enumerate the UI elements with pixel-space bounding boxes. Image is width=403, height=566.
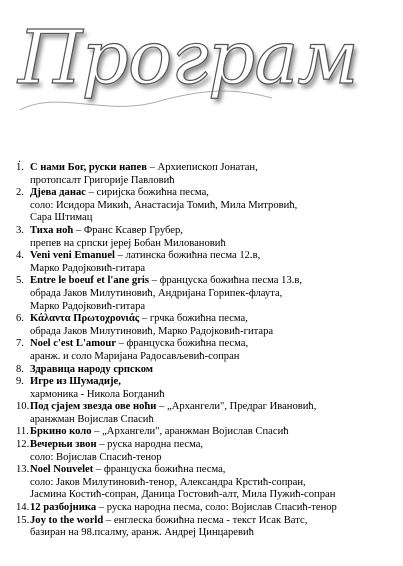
item-description: – „Архангели", Предраг Ивановић, <box>156 401 317 413</box>
item-description: – Архиепископ Јонатан, <box>146 162 258 173</box>
item-description: – руска народна песма, <box>96 439 204 451</box>
program-item <box>0 250 395 275</box>
item-number: 10. <box>16 401 30 413</box>
program-item <box>0 187 395 225</box>
item-title: Joy to the world <box>30 514 104 526</box>
item-number: 14. <box>16 502 30 514</box>
item-performers: протопсалт Григорије Павловић <box>30 174 175 186</box>
item-performers: обрада Јаков Милутиновић, Андријана Горипек-флаута, <box>30 287 283 299</box>
item-title: Κάλαντα Πρωτοχρονιάς <box>30 313 140 325</box>
item-title: С нами Бог, руски напев <box>30 162 147 173</box>
item-performers: хармоника - Никола Богданић <box>30 388 165 400</box>
item-description: – латинска божићна песма 12.в, <box>114 250 261 262</box>
item-title: Здравица народу српском <box>30 363 154 375</box>
item-title: Noel c'est L'amour <box>30 338 116 350</box>
item-number: 4. <box>16 250 24 262</box>
item-description: – сиријска божићна песма, <box>85 187 209 199</box>
item-performers: Сара Штимац <box>30 212 93 224</box>
item-description: – енглеска божићна песма - текст Исак Ватс, <box>103 514 308 526</box>
item-number: 15. <box>16 514 30 526</box>
item-title: Дјева данас <box>30 187 86 199</box>
program-item <box>0 313 395 338</box>
item-title: Бркино коло <box>30 426 92 438</box>
item-title: Игре из Шумадије, <box>30 376 121 388</box>
item-performers: базиран на 98.псалму, аранж. Андреј Цинцаревић <box>30 527 254 539</box>
item-number: 13. <box>16 464 30 476</box>
item-performers: аранжман Војислав Спасић <box>30 413 154 425</box>
item-performers: обрада Јаков Милутиновић, Марко Радојковић-гитара <box>30 325 274 337</box>
item-number: 8. <box>16 363 24 375</box>
item-performers: Марко Радојковић-гитара <box>30 300 146 312</box>
item-number: 6. <box>16 313 24 325</box>
program-list <box>0 162 395 540</box>
item-performers: соло: Исидора Микић, Анастасија Томић, Мила Митровић, <box>30 199 298 211</box>
item-title: Тиха ноћ <box>30 224 74 236</box>
item-title: Noel Nouvelet <box>30 464 94 476</box>
item-number: 2. <box>16 187 24 199</box>
stray-dot: . <box>18 151 21 165</box>
item-number: 5. <box>16 275 24 287</box>
program-item <box>0 162 395 187</box>
item-performers: соло: Војислав Спасић-тенор <box>30 451 162 463</box>
program-item <box>0 439 395 464</box>
item-title: 12 разбојника <box>30 502 97 514</box>
page-title: Програм <box>18 15 358 101</box>
item-performers: Марко Радојковић-гитара <box>30 262 146 274</box>
item-description: – „Архангели", аранжман Војислав Спасић <box>91 426 289 438</box>
program-item <box>0 225 395 250</box>
item-title: Вечерњи звон <box>30 439 97 451</box>
item-description: – француска божићна песма, <box>115 338 249 350</box>
item-performers: соло: Јаков Милутиновић-тенор, Александра Крстић-сопран, <box>30 476 306 488</box>
item-title: Entre le boeuf et l'ane gris <box>30 275 149 287</box>
item-title: Veni veni Emanuel <box>30 250 115 262</box>
item-description: – Франс Ксавер Грубер, <box>73 224 183 236</box>
item-description: – француска божићна песма, <box>93 464 226 476</box>
program-title-block <box>10 8 358 128</box>
item-performers: Јасмина Костић-сопран, Даница Гостовић-алт, Мила Пужић-сопран <box>30 489 336 501</box>
item-description: – француска божићна песма 13.в, <box>148 275 303 287</box>
item-description: – грчка божићна песма, <box>139 313 248 325</box>
item-number: 7. <box>16 338 24 350</box>
item-performers: препев на српски јереј Бобан Миловановић <box>30 237 226 249</box>
item-number: 11. <box>16 426 29 438</box>
program-item <box>0 426 395 439</box>
item-number: 3. <box>16 224 24 236</box>
program-item <box>0 401 395 426</box>
program-item <box>0 364 395 377</box>
item-number: 9. <box>16 376 24 388</box>
program-item <box>0 275 395 313</box>
program-item <box>0 338 395 363</box>
program-item <box>0 376 395 401</box>
item-number: 1. <box>16 162 24 173</box>
item-performers: аранж. и соло Маријана Радосављевић-сопран <box>30 350 240 362</box>
title-flourish <box>16 80 276 120</box>
item-title: Под сјајем звезда ове ноћи <box>30 401 157 413</box>
program-item <box>0 464 395 502</box>
item-number: 12. <box>16 439 30 451</box>
program-item <box>0 515 395 540</box>
item-description: – руска народна песма, соло: Војислав Спасић-тенор <box>96 502 337 514</box>
program-item <box>0 502 395 515</box>
